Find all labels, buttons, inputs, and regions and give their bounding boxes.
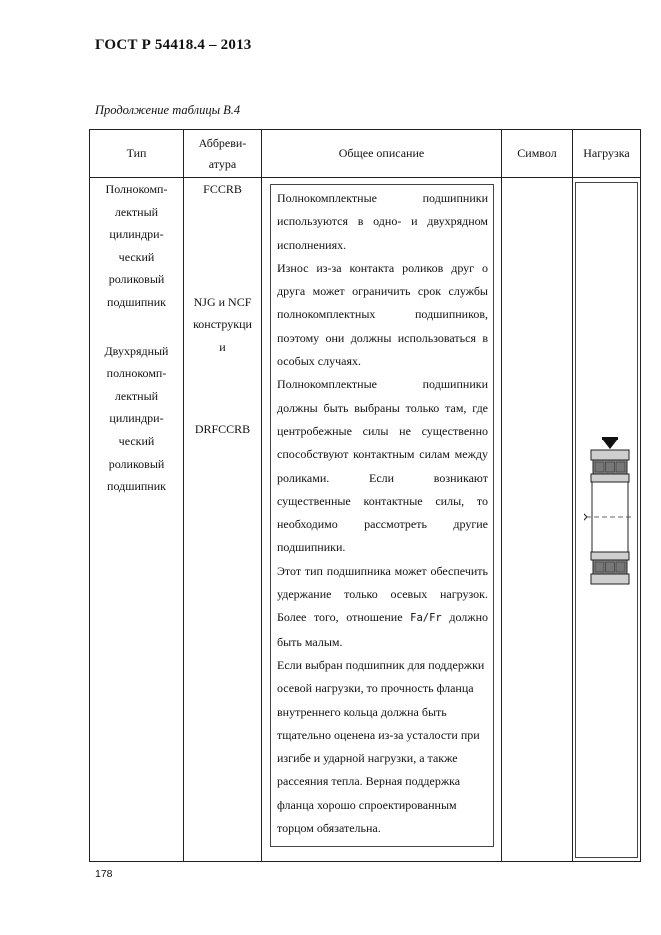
header-description: Общее описание: [262, 130, 502, 178]
header-abbr-line1: Аббреви-: [198, 135, 247, 150]
description-text: Этот тип подшипника может обеспечить удержание только осевых нагрузок. Более того, отношение: [277, 563, 488, 625]
description-paragraph: Полнокомплектные подшипники используются в одно- и двухрядном исполнениях.: [277, 191, 488, 252]
force-ratio-formula: Fa/Fr: [410, 612, 442, 625]
load-box: [575, 182, 638, 858]
description-box: [270, 184, 494, 847]
abbreviation-cell: [184, 178, 262, 862]
type-line: лектный: [114, 388, 159, 403]
type-line: подшипник: [107, 294, 166, 309]
document-header: ГОСТ Р 54418.4 – 2013: [95, 37, 252, 53]
table-caption: Продолжение таблицы В.4: [95, 103, 241, 117]
description-cell: [262, 178, 502, 862]
type-line: лектный: [114, 204, 159, 219]
header-symbol: Символ: [502, 130, 573, 178]
type-line: цилиндри-: [109, 411, 164, 426]
type-line: подшипник: [107, 479, 166, 494]
type-line: ческий: [118, 433, 155, 448]
load-cell: [573, 178, 641, 862]
type-line: роликовый: [108, 456, 165, 471]
bearing-spec-table: [89, 129, 641, 862]
description-paragraph: [277, 560, 488, 654]
abbr-njg-line2: конструкци: [193, 317, 252, 332]
type-line: роликовый: [108, 272, 165, 287]
header-abbr-line2: атура: [208, 156, 237, 171]
table-row: [90, 178, 641, 862]
page-number: 178: [95, 868, 113, 880]
description-paragraph: Если выбран подшипник для поддержки осевой нагрузки, то прочность фланца внутреннего кольца должна быть тщательно оценена из-за усталости при изгибе и ударной нагрузки, а также рассеяния тепла. Верная поддержка фланца хорошо спроектированным торцом обязательна.: [277, 657, 485, 836]
type-cell: [90, 178, 184, 862]
type-line: Двухрядный: [104, 343, 169, 358]
type-line: ческий: [118, 249, 155, 264]
header-type: Тип: [90, 130, 184, 178]
description-paragraph: Износ из-за контакта роликов друг о друга может ограничить срок службы полнокомплектных подшипников, поэтому они должны использоваться в особых случаях.: [277, 260, 488, 369]
type-line: Полнокомп-: [105, 182, 168, 196]
abbr-njg-line3: и: [219, 339, 226, 354]
table-header-row: [90, 130, 641, 178]
description-text: должно быть малым.: [277, 610, 488, 649]
abbr-fccrb: FCCRB: [203, 182, 242, 196]
abbr-drfccrb: DRFCCRB: [194, 422, 251, 437]
header-load: Нагрузка: [573, 130, 641, 178]
header-abbreviation: [184, 130, 262, 178]
type-line: цилиндри-: [109, 227, 164, 242]
symbol-cell: [502, 178, 573, 862]
bearing-load-diagram-icon: [584, 437, 636, 597]
description-paragraph: Полнокомплектные подшипники должны быть выбраны только там, где центробежные силы не существенно способствуют контактным силам между роликами. Если возникают существенные контактные силы, то необходимо рассмотреть другие подшипники.: [277, 377, 488, 555]
abbr-njg-line1: NJG и NCF: [193, 294, 252, 309]
type-line: полнокомп-: [106, 366, 167, 381]
